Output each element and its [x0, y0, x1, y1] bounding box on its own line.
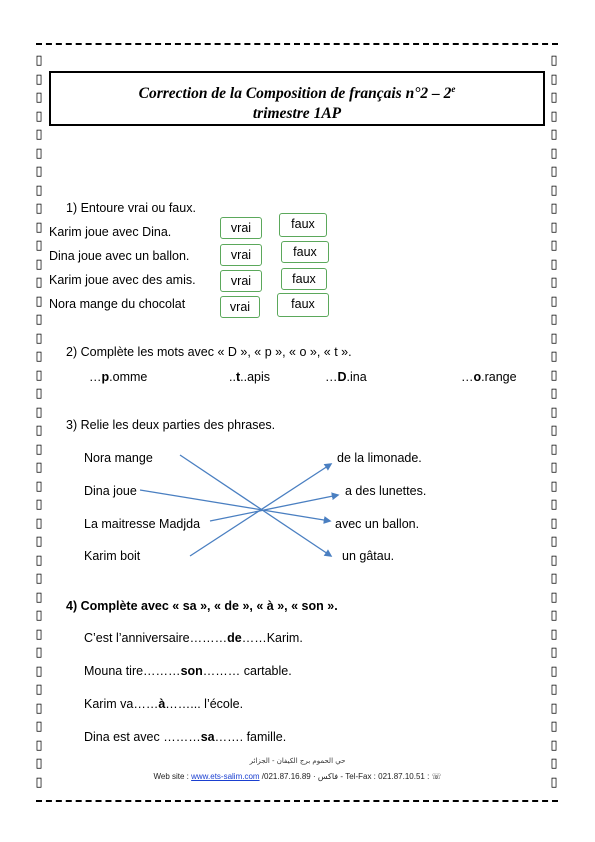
ex2-letter-3: D: [337, 370, 347, 384]
ex1-faux-box-2: faux: [281, 241, 329, 263]
ex3-left-4: Karim boit: [84, 549, 141, 563]
ex4-answer-2: son: [180, 664, 203, 678]
ex1-faux-box-3: faux: [281, 268, 327, 290]
ex1-faux-box-4: faux: [277, 293, 329, 317]
ex1-sentence-1: Karim joue avec Dina.: [49, 225, 172, 239]
ex2-word-3: …D.ina: [325, 370, 367, 384]
title-line1: Correction de la Composition de français n°2 – 2: [138, 85, 452, 103]
page-border-right: ▯ ▯ ▯ ▯ ▯ ▯ ▯ ▯ ▯ ▯ ▯ ▯ ▯ ▯ ▯ ▯ ▯ ▯ ▯ ▯ ▯ ▯ ▯ ▯ ▯ ▯ ▯ ▯ ▯ ▯ ▯ ▯ ▯ ▯ ▯ ▯ ▯ ▯ ▯ ▯: [550, 53, 558, 790]
ex2-letter-1: p: [101, 370, 110, 384]
ex2-word-4: …o.range: [461, 370, 517, 384]
ex3-right-4: un gâtau.: [342, 549, 395, 563]
ex1-sentence-2: Dina joue avec un ballon.: [49, 249, 190, 263]
ex3-right-3: avec un ballon.: [335, 517, 420, 531]
ex3-right-2: a des lunettes.: [345, 484, 427, 498]
footer-phones: /021.87.16.89 · فاكس - Tel-Fax : 021.87.10.51 : ☏: [259, 772, 442, 781]
ex3-left-1: Nora mange: [84, 451, 153, 465]
connector-karim-gatau: [180, 455, 331, 556]
ex1-faux-box-1: faux: [279, 213, 327, 237]
ex1-vrai-box-4: vrai: [220, 296, 260, 318]
footer-address-arabic: حي الحموم برج الكيفان - الجزائر: [249, 757, 346, 765]
ex4-answer-3: à: [158, 697, 166, 711]
ex2-word-2: ..t..apis: [229, 370, 271, 384]
ex2-letter-4: o: [473, 370, 482, 384]
ex3-right-1: de la limonade.: [337, 451, 422, 465]
ex2-word-1: …p.omme: [89, 370, 148, 384]
title-superscript: e: [451, 84, 456, 94]
ex1-vrai-box-3: vrai: [220, 270, 262, 292]
ex1-vrai-box-2: vrai: [220, 244, 262, 266]
ex4-answer-1: de: [227, 631, 242, 645]
ex3-left-2: Dina joue: [84, 484, 137, 498]
ex4-sentence-2: Mouna tire………son……… cartable.: [84, 664, 292, 678]
ex2-letter-2: t: [235, 370, 241, 384]
ex4-sentence-1: C’est l’anniversaire………de……Karim.: [84, 631, 303, 645]
ex4-answer-4: sa: [200, 730, 215, 744]
exercise1-instruction: 1) Entoure vrai ou faux.: [66, 201, 196, 215]
page-border-left: ▯ ▯ ▯ ▯ ▯ ▯ ▯ ▯ ▯ ▯ ▯ ▯ ▯ ▯ ▯ ▯ ▯ ▯ ▯ ▯ ▯ ▯ ▯ ▯ ▯ ▯ ▯ ▯ ▯ ▯ ▯ ▯ ▯ ▯ ▯ ▯ ▯ ▯ ▯ ▯: [35, 53, 43, 790]
ex4-sentence-4: Dina est avec ………sa……. famille.: [84, 730, 287, 744]
footer-contact: Web site : www.ets-salim.com /021.87.16.89 · فاكس - Tel-Fax : 021.87.10.51 : ☏: [153, 772, 442, 781]
ex3-left-3: La maitresse Madjda: [84, 517, 201, 531]
ex1-vrai-box-1: vrai: [220, 217, 262, 239]
exercise3-instruction: 3) Relie les deux parties des phrases.: [66, 418, 276, 432]
ex1-sentence-3: Karim joue avec des amis.: [49, 273, 196, 287]
ex4-sentence-3: Karim va……à……... l’école.: [84, 697, 244, 711]
exercise4-instruction: 4) Complète avec « sa », « de », « à », « son ».: [66, 599, 338, 613]
ex1-sentence-4: Nora mange du chocolat: [49, 297, 186, 311]
title-line2: trimestre 1AP: [252, 105, 342, 123]
exercise2-instruction: 2) Complète les mots avec « D », « p », « o », « t ».: [66, 345, 352, 359]
footer-website-link[interactable]: www.ets-salim.com: [191, 772, 260, 781]
